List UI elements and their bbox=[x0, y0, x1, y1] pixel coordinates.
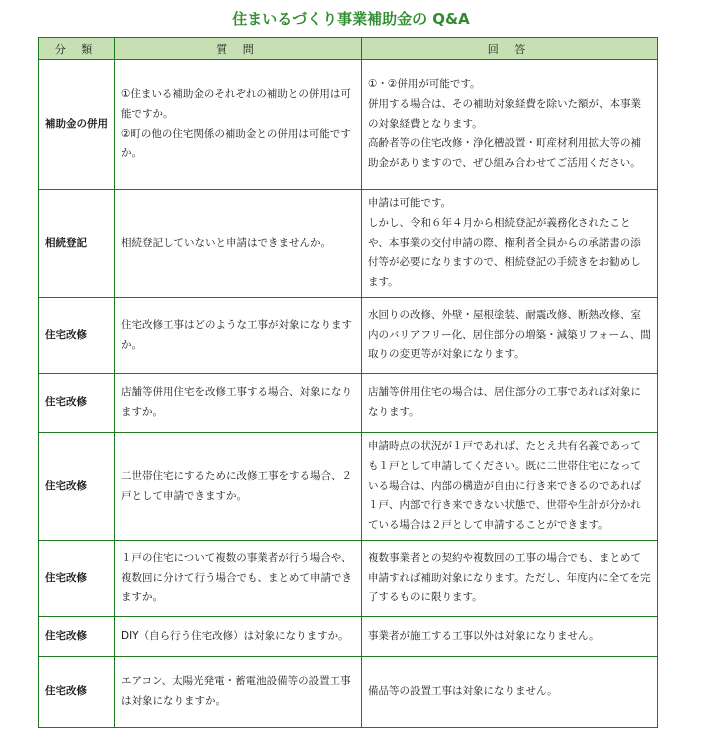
row-answer bbox=[362, 374, 658, 433]
question-text: 相続登記していないと申請はできませんか。 bbox=[121, 236, 331, 249]
question-text: 店舗等併用住宅を改修工事する場合、対象になりますか。 bbox=[121, 386, 352, 418]
row-answer bbox=[362, 298, 658, 374]
row-answer bbox=[362, 541, 658, 617]
row-answer bbox=[362, 433, 658, 541]
answer-text: 申請は可能です。 bbox=[368, 197, 452, 209]
row-category: 補助金の併用 bbox=[39, 60, 115, 190]
header-question: 質 問 bbox=[115, 38, 362, 60]
row-question bbox=[115, 374, 362, 433]
row-answer bbox=[362, 190, 658, 298]
answer-text: 複数事業者との契約や複数回の工事の場合でも、まとめて申請すれば補助対象になります。ただし、年度内に全てを完了するものに限ります。 bbox=[368, 551, 651, 604]
question-text: ①住まいる補助金のそれぞれの補助との併用は可能ですか。 bbox=[121, 87, 351, 120]
row-question bbox=[115, 657, 362, 728]
answer-text: 店舗等併用住宅の場合は、居住部分の工事であれば対象になります。 bbox=[368, 386, 641, 418]
answer-text: 水回りの改修、外壁・屋根塗装、耐震改修、断熱改修、室内のバリアフリー化、居住部分の増築・減築リフォーム、間取りの変更等が対象になります。 bbox=[368, 308, 651, 361]
question-text: エアコン、太陽光発電・蓄電池設備等の設置工事は対象になりますか。 bbox=[121, 675, 351, 707]
row-category: 住宅改修 bbox=[39, 617, 115, 657]
row-category: 住宅改修 bbox=[39, 541, 115, 617]
row-question bbox=[115, 298, 362, 374]
row-category: 住宅改修 bbox=[39, 657, 115, 728]
row-answer bbox=[362, 60, 658, 190]
answer-text: 申請時点の状況が１戸であれば、たとえ共有名義であっても１戸として申請してください。既に二世帯住宅になっている場合は、内部の構造が自由に行き来できるのであれば１戸、内部で行き来できない状態で、世帯や生計が分かれている場合は２戸として申請することができます。 bbox=[368, 440, 641, 532]
row-answer bbox=[362, 657, 658, 728]
row-answer bbox=[362, 617, 658, 657]
question-text: 二世帯住宅にするために改修工事をする場合、２戸として申請できますか。 bbox=[121, 469, 352, 502]
row-category: 住宅改修 bbox=[39, 298, 115, 374]
header-category: 分 類 bbox=[39, 38, 115, 60]
table-row bbox=[39, 657, 658, 728]
answer-text: 事業者が施工する工事以外は対象になりません。 bbox=[368, 629, 600, 642]
answer-text: しかし、令和６年４月から相続登記が義務化されたことや、本事業の交付申請の際、権利者全員からの承諾書の添付等が必要になりますので、相続登記の手続きをお勧めします。 bbox=[368, 216, 641, 289]
table-row bbox=[39, 433, 658, 541]
row-question bbox=[115, 60, 362, 190]
question-text: DIY（自ら行う住宅改修）は対象になりますか。 bbox=[121, 629, 349, 642]
row-category: 住宅改修 bbox=[39, 374, 115, 433]
table-row bbox=[39, 60, 658, 190]
answer-text: ①・②併用が可能です。 bbox=[368, 78, 481, 90]
table-row bbox=[39, 374, 658, 433]
question-text: １戸の住宅について複数の事業者が行う場合や、複数回に分けて行う場合でも、まとめて申請できますか。 bbox=[121, 551, 352, 604]
table-row bbox=[39, 541, 658, 617]
table-row bbox=[39, 190, 658, 298]
header-answer: 回 答 bbox=[362, 38, 658, 60]
answer-text: 備品等の設置工事は対象になりません。 bbox=[368, 685, 558, 698]
qa-table bbox=[38, 37, 658, 728]
answer-text: 高齢者等の住宅改修・浄化槽設置・町産材利用拡大等の補助金がありますので、ぜひ組み合わせてご活用ください。 bbox=[368, 137, 641, 170]
header-row bbox=[39, 38, 658, 60]
page-title: 住まいるづくり事業補助金の Q&A bbox=[232, 10, 470, 28]
answer-text: 併用する場合は、その補助対象経費を除いた額が、本事業の対象経費となります。 bbox=[368, 97, 641, 130]
row-question bbox=[115, 617, 362, 657]
question-text: ②町の他の住宅関係の補助金との併用は可能ですか。 bbox=[121, 127, 351, 160]
table-row bbox=[39, 617, 658, 657]
table-row bbox=[39, 298, 658, 374]
question-text: 住宅改修工事はどのような工事が対象になりますか。 bbox=[121, 318, 352, 351]
row-question bbox=[115, 541, 362, 617]
row-question bbox=[115, 190, 362, 298]
row-question bbox=[115, 433, 362, 541]
row-category: 住宅改修 bbox=[39, 433, 115, 541]
row-category: 相続登記 bbox=[39, 190, 115, 298]
